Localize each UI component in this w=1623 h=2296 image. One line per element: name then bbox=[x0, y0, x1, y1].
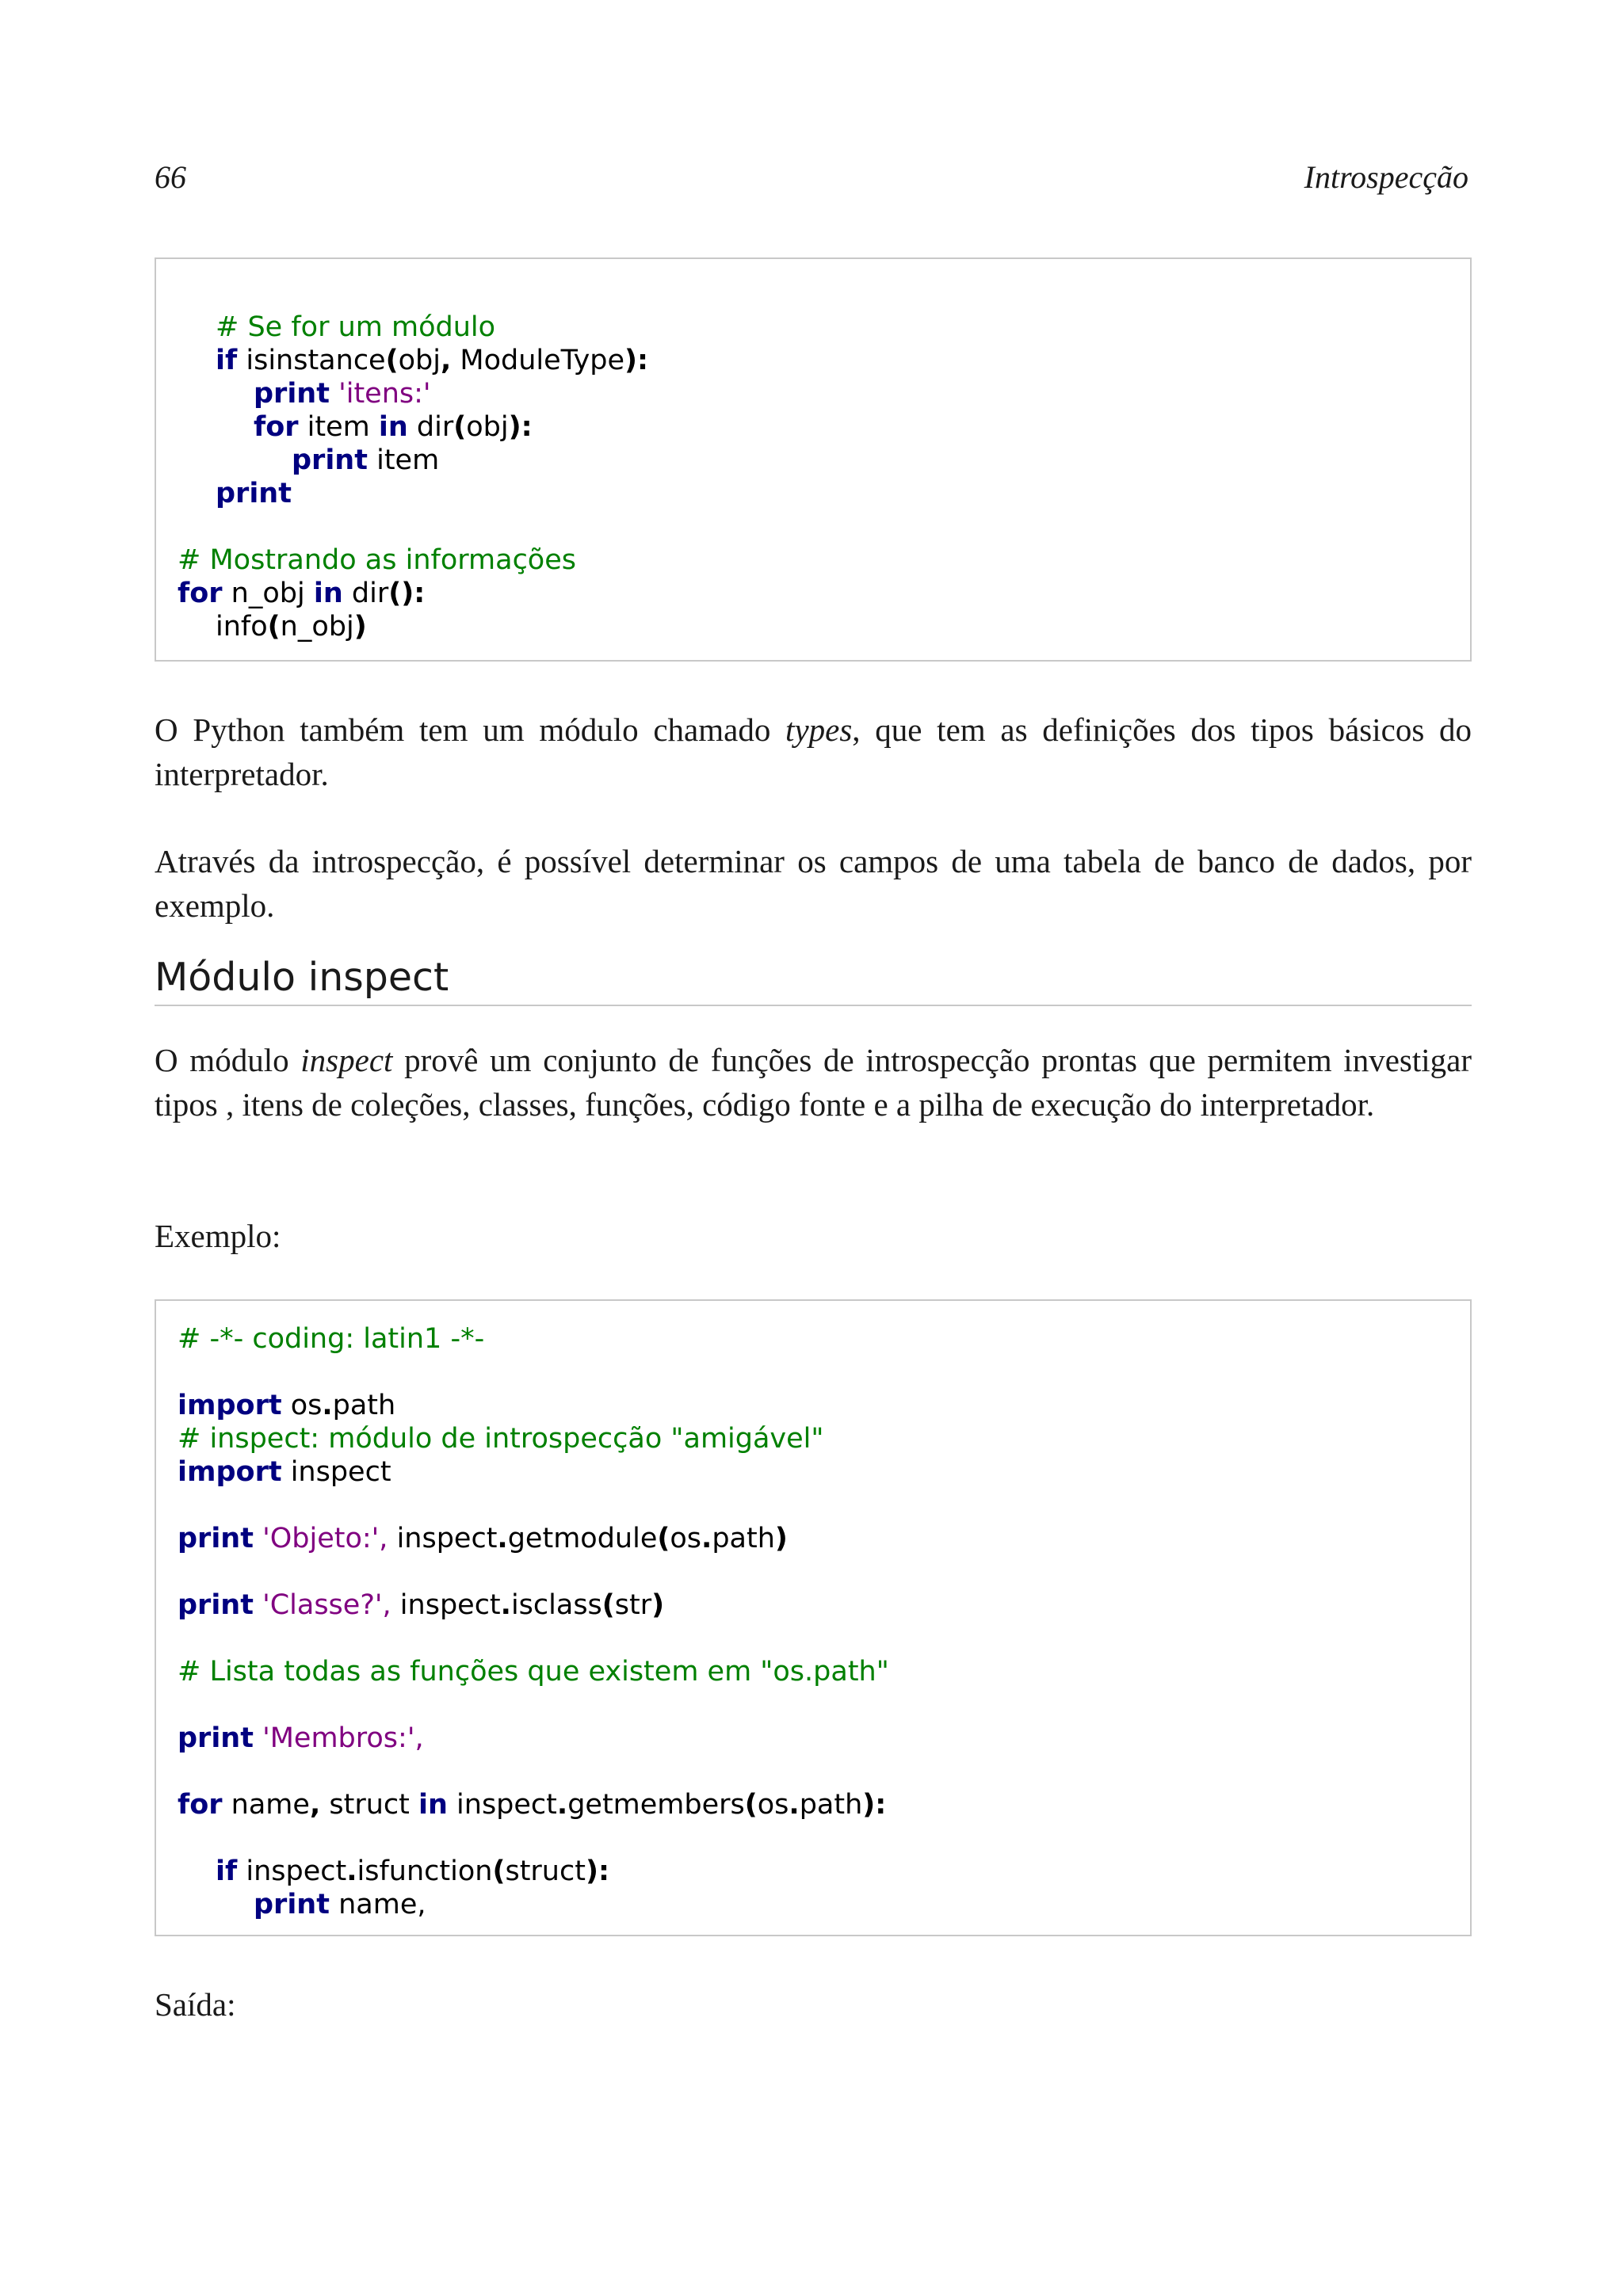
chapter-title: Introspecção bbox=[1304, 159, 1468, 195]
code-text: item bbox=[298, 411, 379, 443]
code-line bbox=[254, 377, 431, 410]
operator: ) bbox=[774, 1523, 788, 1554]
operator: ( bbox=[453, 411, 467, 443]
code-string: 'Objeto:' bbox=[253, 1523, 380, 1554]
code-text: os bbox=[281, 1390, 323, 1421]
code-line bbox=[178, 1455, 391, 1489]
keyword: for bbox=[178, 578, 223, 609]
code-text: name bbox=[222, 1789, 310, 1821]
operator: (): bbox=[388, 578, 426, 609]
code-text: isclass bbox=[510, 1589, 602, 1621]
keyword: print bbox=[178, 1722, 254, 1754]
code-line bbox=[178, 1389, 395, 1422]
paragraph-types bbox=[155, 707, 1472, 796]
section-heading: Módulo inspect bbox=[155, 955, 1472, 1006]
code-text: str bbox=[614, 1589, 652, 1621]
code-line bbox=[178, 1522, 788, 1555]
code-string: 'Membros:' bbox=[253, 1722, 415, 1754]
code-text: dir bbox=[407, 411, 454, 443]
code-text: isinstance bbox=[237, 345, 386, 376]
operator: ( bbox=[267, 611, 281, 643]
code-line bbox=[254, 410, 533, 444]
code-block-1 bbox=[155, 257, 1472, 662]
code-comment: # inspect: módulo de introspecção "amigável" bbox=[178, 1423, 824, 1455]
code-comment: # Se for um módulo bbox=[216, 311, 496, 343]
code-string: 'itens:' bbox=[329, 378, 431, 410]
keyword: import bbox=[178, 1456, 282, 1488]
operator: ) bbox=[353, 611, 367, 643]
code-line bbox=[216, 344, 648, 377]
code-text: inspect bbox=[396, 1523, 498, 1554]
code-text: getmembers bbox=[567, 1789, 745, 1821]
emphasis-types: types bbox=[785, 711, 853, 748]
keyword: import bbox=[178, 1390, 282, 1421]
example-label: Exemplo: bbox=[155, 1218, 281, 1254]
code-text: inspect bbox=[237, 1855, 347, 1887]
code-line bbox=[178, 543, 576, 577]
code-text: os bbox=[757, 1789, 789, 1821]
code-text: name, bbox=[329, 1889, 426, 1920]
operator: ): bbox=[508, 411, 533, 443]
text-run: O módulo bbox=[155, 1042, 301, 1078]
operator: . bbox=[556, 1789, 568, 1821]
page-number: 66 bbox=[155, 159, 186, 195]
operator: ( bbox=[657, 1523, 670, 1554]
operator: ( bbox=[744, 1789, 758, 1821]
text-run: O Python também tem um módulo chamado bbox=[155, 711, 786, 748]
output-label: Saída: bbox=[155, 1986, 236, 2023]
code-line bbox=[178, 1589, 664, 1622]
operator: ) bbox=[651, 1589, 665, 1621]
operator: ): bbox=[585, 1855, 609, 1887]
text-run: , que tem as definições dos tipos básicos do interpretador. bbox=[155, 711, 1472, 792]
code-line bbox=[178, 1788, 886, 1821]
code-line bbox=[178, 1655, 889, 1688]
code-text: path bbox=[712, 1523, 775, 1554]
code-punct: , bbox=[414, 1722, 424, 1754]
operator: . bbox=[322, 1390, 333, 1421]
code-line bbox=[216, 610, 367, 643]
operator: . bbox=[497, 1523, 508, 1554]
code-line bbox=[292, 444, 439, 477]
operator: , bbox=[309, 1789, 321, 1821]
keyword: print bbox=[178, 1523, 254, 1554]
code-text: obj bbox=[398, 345, 441, 376]
code-text: struct bbox=[320, 1789, 418, 1821]
code-text: inspect bbox=[399, 1589, 501, 1621]
keyword: print bbox=[254, 378, 330, 410]
operator: . bbox=[500, 1589, 511, 1621]
operator: ( bbox=[601, 1589, 615, 1621]
operator: , bbox=[440, 345, 452, 376]
keyword: if bbox=[216, 1855, 238, 1887]
code-text: obj bbox=[466, 411, 509, 443]
code-text: info bbox=[216, 611, 268, 643]
code-text: inspect bbox=[281, 1456, 391, 1488]
keyword: if bbox=[216, 345, 238, 376]
keyword: print bbox=[292, 444, 368, 476]
paragraph-introspection: Através da introspecção, é possível determinar os campos de uma tabela de banco de dados, por exemplo. bbox=[155, 843, 1472, 924]
paragraph-inspect bbox=[155, 1038, 1472, 1127]
operator: ): bbox=[624, 345, 649, 376]
operator: . bbox=[346, 1855, 357, 1887]
keyword: print bbox=[216, 478, 292, 509]
code-text: dir bbox=[342, 578, 389, 609]
keyword: in bbox=[378, 411, 408, 443]
code-comment: # Mostrando as informações bbox=[178, 544, 576, 576]
code-punct: , bbox=[382, 1589, 400, 1621]
keyword: for bbox=[254, 411, 299, 443]
code-text: path bbox=[332, 1390, 396, 1421]
code-line bbox=[178, 1722, 424, 1755]
code-line bbox=[254, 1888, 426, 1921]
keyword: print bbox=[178, 1589, 254, 1621]
code-text: n_obj bbox=[280, 611, 354, 643]
operator: . bbox=[701, 1523, 712, 1554]
code-line bbox=[178, 577, 425, 610]
code-punct: , bbox=[379, 1523, 397, 1554]
code-comment: # -*- coding: latin1 -*- bbox=[178, 1323, 485, 1355]
code-string: 'Classe?' bbox=[253, 1589, 383, 1621]
code-text: path bbox=[799, 1789, 863, 1821]
text-run: provê um conjunto de funções de introspecção prontas que permitem investigar tipos , itens de coleções, classes, funções, código fonte e a pilha de execução do interpretador. bbox=[155, 1042, 1472, 1123]
keyword: for bbox=[178, 1789, 223, 1821]
code-text: os bbox=[670, 1523, 702, 1554]
operator: ): bbox=[862, 1789, 887, 1821]
emphasis-inspect: inspect bbox=[300, 1042, 393, 1078]
code-line bbox=[178, 1422, 824, 1455]
code-block-2 bbox=[155, 1299, 1472, 1936]
code-text: getmodule bbox=[507, 1523, 658, 1554]
code-text: n_obj bbox=[222, 578, 314, 609]
code-text: isfunction bbox=[357, 1855, 493, 1887]
code-text: ModuleType bbox=[451, 345, 625, 376]
code-line bbox=[216, 311, 495, 344]
operator: ( bbox=[385, 345, 399, 376]
code-line bbox=[178, 1322, 484, 1356]
operator: . bbox=[789, 1789, 800, 1821]
code-text: struct bbox=[505, 1855, 586, 1887]
code-comment: # Lista todas as funções que existem em "os.path" bbox=[178, 1656, 889, 1688]
keyword: in bbox=[313, 578, 343, 609]
code-text: inspect bbox=[447, 1789, 557, 1821]
operator: ( bbox=[492, 1855, 506, 1887]
keyword: print bbox=[254, 1889, 330, 1920]
code-text: item bbox=[367, 444, 440, 476]
code-line bbox=[216, 477, 292, 510]
keyword: in bbox=[418, 1789, 448, 1821]
code-line bbox=[216, 1855, 609, 1888]
